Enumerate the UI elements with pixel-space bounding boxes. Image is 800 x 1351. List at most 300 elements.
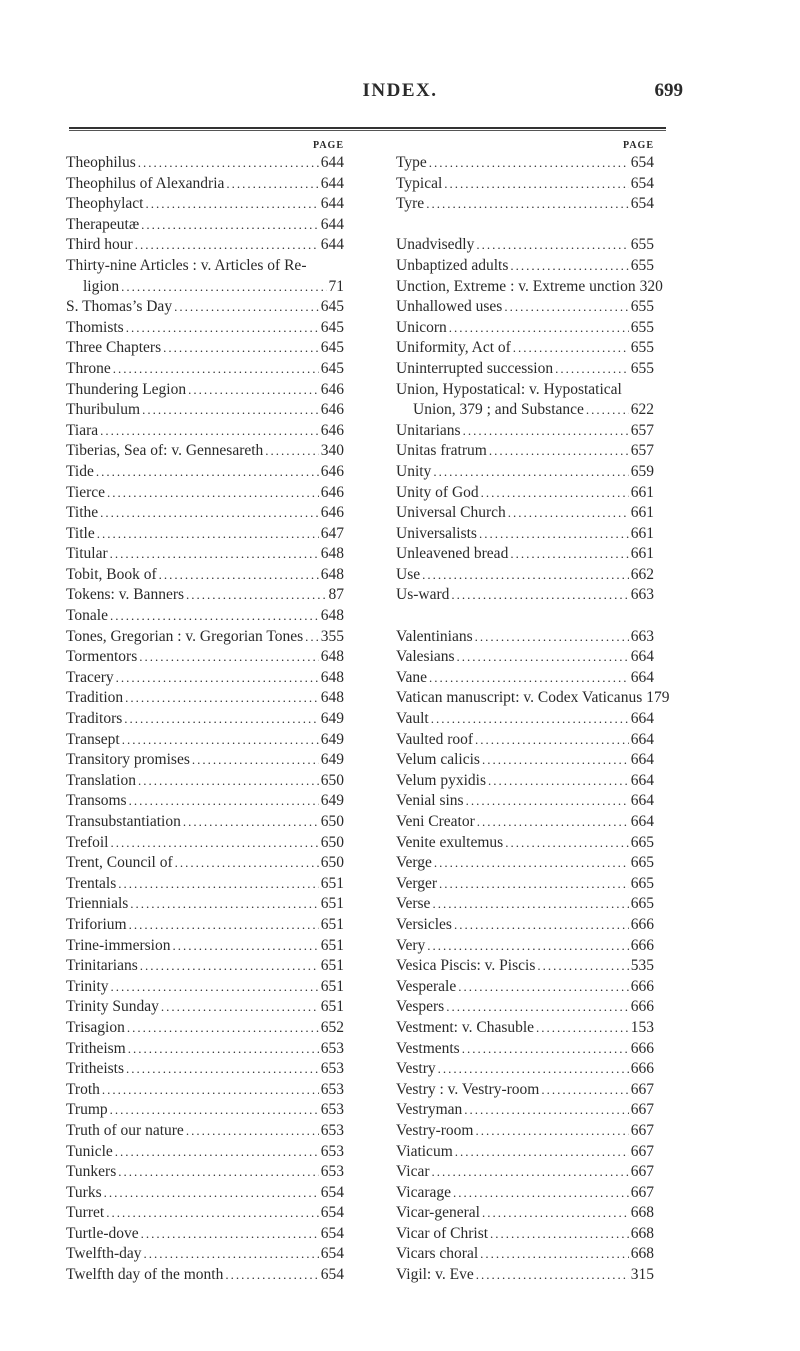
dot-leader (432, 894, 628, 915)
entry-term: Unhallowed uses (396, 298, 503, 316)
index-entry (66, 215, 344, 236)
index-entry (66, 1121, 344, 1142)
index-entry (396, 1203, 654, 1224)
index-entry (66, 936, 344, 957)
dot-leader (431, 709, 629, 730)
dot-leader (186, 585, 326, 606)
index-entry (66, 462, 344, 483)
entry-term: Three Chapters (66, 339, 162, 357)
dot-leader (455, 1142, 629, 1163)
index-entry (66, 1162, 344, 1183)
entry-term: Tracery (66, 668, 114, 686)
entry-page-number: 664 (630, 751, 654, 769)
entry-term: Unction, Extreme : v. Extreme unction (396, 277, 636, 295)
entry-term: S. Thomas’s Day (66, 298, 173, 316)
dot-leader (536, 1018, 629, 1039)
index-entry (66, 421, 344, 442)
entry-page-number: 153 (630, 1018, 654, 1036)
dot-leader (121, 277, 326, 298)
entry-term: Verge (396, 854, 432, 872)
entry-page-number: 653 (320, 1121, 344, 1139)
column-page-label: PAGE (312, 140, 344, 151)
entry-term: Theophilus (66, 154, 136, 171)
entry-term: Veni Creator (396, 813, 475, 830)
index-entry (396, 1142, 654, 1163)
dot-leader (163, 338, 319, 359)
entry-term: Vestry (396, 1060, 436, 1078)
dot-leader (432, 1162, 629, 1183)
index-entry (396, 956, 654, 977)
index-entry (66, 1183, 344, 1204)
entry-page-number: 648 (320, 607, 344, 625)
dot-leader (96, 462, 319, 483)
index-entry (396, 1080, 654, 1101)
entry-term: Thomists (66, 318, 124, 336)
dot-leader (481, 483, 629, 504)
entry-page-number: 622 (630, 401, 654, 419)
index-entry (66, 833, 344, 854)
entry-page-number: 664 (630, 813, 654, 830)
entry-page-number: 657 (630, 442, 654, 460)
entry-term: Vane (396, 668, 427, 686)
entry-page-number: 651 (320, 874, 344, 892)
index-entry (66, 565, 344, 586)
entry-term: Triforium (66, 915, 127, 933)
entry-page-number: 654 (320, 1266, 344, 1284)
index-entry (396, 997, 654, 1018)
dot-leader (439, 874, 629, 895)
index-entry (66, 585, 344, 606)
dot-leader (183, 812, 319, 833)
dot-leader (141, 1224, 319, 1245)
entry-term: Twelfth-day (66, 1245, 142, 1263)
dot-leader (427, 936, 628, 957)
entry-term: Vestry : v. Vestry-room (396, 1080, 540, 1098)
entry-term: Tiberias, Sea of: v. Gennesareth (66, 442, 264, 460)
entry-page-number: 649 (320, 751, 344, 769)
dot-leader (426, 194, 629, 215)
index-entry (66, 297, 344, 318)
entry-page-number: 179 (646, 689, 670, 707)
index-entry (66, 874, 344, 895)
dot-leader (127, 1018, 319, 1039)
entry-page-number: 665 (630, 895, 654, 913)
entry-page-number: 340 (320, 442, 344, 460)
index-entry (66, 256, 344, 277)
dot-leader (451, 585, 628, 606)
entry-page-number: 645 (320, 318, 344, 336)
entry-page-number: 662 (630, 565, 654, 583)
index-entry (66, 1059, 344, 1080)
index-entry (396, 318, 654, 339)
index-entry (66, 1080, 344, 1101)
entry-term: Very (396, 936, 426, 954)
entry-page-number: 315 (630, 1266, 654, 1284)
entry-page-number: 666 (630, 977, 654, 995)
entry-term: Unbaptized adults (396, 256, 509, 274)
dot-leader (125, 688, 319, 709)
dot-leader (464, 1100, 628, 1121)
index-entry (396, 1100, 654, 1121)
entry-page-number: 665 (630, 833, 654, 851)
dot-leader (489, 441, 629, 462)
index-entry (396, 627, 654, 648)
entry-page-number: 655 (630, 318, 654, 336)
dot-leader (129, 791, 319, 812)
entry-term: Triennials (66, 895, 129, 913)
dot-leader (475, 627, 629, 648)
dot-leader (482, 750, 629, 771)
entry-page-number: 648 (320, 565, 344, 583)
entry-page-number: 320 (639, 277, 663, 295)
entry-term: Vicarage (396, 1183, 451, 1201)
index-entry (396, 503, 654, 524)
dot-leader (140, 956, 319, 977)
index-entry (66, 1142, 344, 1163)
entry-page-number: 653 (320, 1060, 344, 1078)
entry-page-number: 651 (320, 936, 344, 954)
entry-term: Theophilus of Alexandria (66, 174, 225, 192)
entry-page-number: 665 (630, 874, 654, 892)
dot-leader (226, 174, 318, 195)
index-entry (396, 524, 654, 545)
dot-leader (462, 1039, 629, 1060)
dot-leader (174, 297, 319, 318)
entry-page-number: 652 (320, 1018, 344, 1036)
entry-page-number: 653 (320, 1039, 344, 1057)
index-entry (396, 668, 654, 689)
dot-leader (188, 380, 319, 401)
entry-term: Turtle-dove (66, 1224, 139, 1242)
entry-page-number: 666 (630, 915, 654, 933)
dot-leader (449, 318, 629, 339)
entry-term: Vesperale (396, 977, 457, 995)
index-entry (396, 1265, 654, 1286)
entry-page-number: 664 (630, 710, 654, 728)
index-entry (66, 730, 344, 751)
entry-page-number: 644 (320, 215, 344, 233)
index-entry (396, 977, 654, 998)
index-entry (396, 256, 654, 277)
entry-term: Troth (66, 1080, 100, 1098)
dot-leader (508, 503, 629, 524)
dot-leader (446, 997, 629, 1018)
entry-term: Versicles (396, 915, 452, 933)
index-entry (66, 153, 344, 174)
entry-page-number: 646 (320, 380, 344, 398)
entry-term: Unitarians (396, 421, 461, 439)
dot-leader (126, 1059, 319, 1080)
entry-term: Tritheists (66, 1060, 125, 1078)
entry-page-number: 647 (320, 524, 344, 542)
entry-page-number: 654 (630, 174, 654, 192)
index-entry (66, 709, 344, 730)
entry-page-number: 649 (320, 730, 344, 748)
dot-leader (186, 1121, 319, 1142)
entry-page-number: 659 (630, 462, 654, 480)
entry-page-number: 650 (320, 833, 344, 851)
entry-term: Viaticum (396, 1142, 453, 1160)
entry-page-number: 646 (320, 421, 344, 439)
dot-leader (100, 503, 319, 524)
entry-page-number: 645 (320, 298, 344, 316)
dot-leader (475, 730, 629, 751)
dot-leader (453, 1183, 629, 1204)
page-number: 699 (654, 80, 683, 101)
index-entry (396, 730, 654, 751)
entry-term: Unitas fratrum (396, 442, 487, 460)
dot-leader (145, 194, 318, 215)
dot-leader (305, 627, 319, 648)
dot-leader (458, 977, 629, 998)
dot-leader (225, 1265, 318, 1286)
index-entry (396, 936, 654, 957)
entry-page-number: 651 (320, 957, 344, 975)
index-entry (396, 153, 654, 174)
index-entry (396, 1121, 654, 1142)
entry-term: ligion (83, 277, 120, 295)
dot-leader (110, 606, 319, 627)
entry-page-number: 644 (320, 174, 344, 192)
index-entry (66, 1100, 344, 1121)
entry-term: Tradition (66, 689, 124, 707)
index-column-right (396, 139, 670, 1286)
index-entry (66, 668, 344, 689)
index-entry (66, 235, 344, 256)
entry-term: Twelfth day of the month (66, 1266, 224, 1284)
entry-term: Trisagion (66, 1018, 125, 1036)
entry-term: Universal Church (396, 504, 506, 522)
entry-page-number: 654 (320, 1204, 344, 1222)
dot-leader (142, 400, 319, 421)
index-entry (396, 338, 654, 359)
index-entry (66, 627, 344, 648)
entry-term: Universalists (396, 524, 477, 542)
entry-term: Valesians (396, 648, 455, 666)
index-entry (396, 1059, 654, 1080)
entry-page-number: 648 (320, 648, 344, 666)
index-entry (66, 1039, 344, 1060)
dot-leader (118, 874, 319, 895)
index-entry (396, 1183, 654, 1204)
entry-term: Velum pyxidis (396, 771, 486, 789)
dot-leader (100, 421, 319, 442)
letter-group-gap (396, 215, 654, 236)
index-entry (66, 771, 344, 792)
index-entry (396, 1244, 654, 1265)
entry-page-number: 653 (320, 1101, 344, 1119)
index-entry (396, 1162, 654, 1183)
entry-term: Uninterrupted succession (396, 359, 554, 377)
entry-term: Tobit, Book of (66, 565, 157, 583)
index-entry (66, 544, 344, 565)
entry-page-number: 651 (320, 915, 344, 933)
entry-term: Unity of God (396, 483, 479, 501)
index-entry (396, 483, 654, 504)
index-entry (66, 894, 344, 915)
entry-term: Venite exultemus (396, 833, 504, 851)
dot-leader (107, 483, 319, 504)
dot-leader (463, 421, 629, 442)
entry-page-number: 663 (630, 627, 654, 645)
entry-page-number: 650 (320, 813, 344, 830)
entry-term: Trefoil (66, 833, 109, 851)
index-entry (396, 1039, 654, 1060)
entry-term: Vicars choral (396, 1245, 479, 1263)
index-entry (396, 400, 654, 421)
entry-page-number: 651 (320, 977, 344, 995)
index-entry (396, 194, 654, 215)
entry-term: Traditors (66, 710, 123, 728)
entry-term: Tokens: v. Banners (66, 586, 185, 604)
index-entry (396, 441, 654, 462)
dot-leader (106, 1203, 319, 1224)
entry-term: Vicar-general (396, 1204, 480, 1222)
index-entry (66, 791, 344, 812)
dot-leader (115, 1142, 319, 1163)
entry-page-number: 664 (630, 730, 654, 748)
entry-list (396, 153, 670, 1286)
entry-term: Transitory promises (66, 751, 190, 769)
dot-leader (126, 318, 319, 339)
entry-page-number: 535 (630, 957, 654, 975)
index-entry (396, 812, 654, 833)
entry-term: Tunicle (66, 1142, 113, 1160)
dot-leader (144, 1244, 319, 1265)
index-entry (396, 688, 670, 709)
entry-page-number: 651 (320, 895, 344, 913)
entry-page-number: 654 (630, 154, 654, 171)
index-entry (396, 1224, 654, 1245)
entry-term: Verger (396, 874, 438, 892)
dot-leader (457, 647, 629, 668)
index-entry (396, 894, 654, 915)
entry-term: Throne (66, 359, 111, 377)
index-entry (396, 421, 654, 442)
entry-page-number: 661 (630, 483, 654, 501)
dot-leader (490, 1224, 629, 1245)
index-entry (66, 441, 344, 462)
entry-term: Turks (66, 1183, 102, 1201)
entry-term: Third hour (66, 236, 133, 254)
index-entry (66, 688, 344, 709)
entry-page-number: 668 (630, 1224, 654, 1242)
entry-page-number: 667 (630, 1142, 654, 1160)
index-entry (66, 997, 344, 1018)
letter-group-gap (396, 606, 654, 627)
dot-leader (513, 338, 629, 359)
index-entry (66, 400, 344, 421)
entry-page-number: 655 (630, 298, 654, 316)
entry-term: Trentals (66, 874, 117, 892)
entry-page-number: 87 (328, 586, 344, 604)
dot-leader (434, 853, 629, 874)
header-rule (69, 127, 666, 131)
dot-leader (161, 997, 319, 1018)
entry-page-number: 645 (320, 359, 344, 377)
entry-page-number: 661 (630, 545, 654, 563)
entry-term: Tithe (66, 504, 99, 522)
entry-page-number: 666 (630, 936, 654, 954)
index-column-left (66, 139, 344, 1286)
dot-leader (429, 668, 629, 689)
entry-term: Vestment: v. Chasuble (396, 1018, 535, 1036)
entry-page-number: 654 (630, 195, 654, 213)
dot-leader (110, 1100, 319, 1121)
dot-leader (265, 441, 318, 462)
index-entry (66, 174, 344, 195)
entry-term: Vatican manuscript: v. Codex Vaticanus (396, 689, 643, 707)
index-entry (66, 1244, 344, 1265)
entry-term: Union, 379 ; and Substance (413, 401, 584, 419)
entry-page-number: 667 (630, 1080, 654, 1098)
dot-leader (479, 524, 629, 545)
entry-term: Transept (66, 730, 120, 748)
dot-leader (130, 894, 318, 915)
entry-term: Vestry-room (396, 1121, 474, 1139)
index-entry (66, 277, 344, 298)
index-entry (396, 462, 654, 483)
dot-leader (175, 853, 319, 874)
entry-page-number: 653 (320, 1163, 344, 1181)
entry-page-number: 653 (320, 1080, 344, 1098)
entry-term: Valentinians (396, 627, 473, 645)
index-entry (66, 915, 344, 936)
dot-leader (116, 668, 319, 689)
index-entry (396, 709, 654, 730)
entry-term: Trinity Sunday (66, 998, 159, 1016)
entry-term: Translation (66, 771, 137, 789)
dot-leader (482, 1203, 629, 1224)
index-entry (396, 544, 654, 565)
dot-leader (505, 833, 629, 854)
entry-term: Tritheism (66, 1039, 126, 1057)
index-entry (396, 853, 654, 874)
entry-term: Vicar (396, 1163, 430, 1181)
index-entry (66, 977, 344, 998)
entry-term: Typical (396, 174, 443, 192)
dot-leader (113, 359, 319, 380)
dot-leader (476, 1265, 629, 1286)
index-entry (66, 1203, 344, 1224)
entry-page-number: 648 (320, 668, 344, 686)
dot-leader (111, 833, 319, 854)
entry-term: Thirty-nine Articles : v. Articles of Re- (66, 256, 307, 274)
entry-term: Therapeutæ (66, 215, 140, 233)
entry-term: Trent, Council of (66, 854, 173, 872)
entry-page-number: 355 (320, 627, 344, 645)
entry-page-number: 655 (630, 256, 654, 274)
dot-leader (192, 750, 319, 771)
dot-leader (129, 915, 319, 936)
dot-leader (110, 544, 319, 565)
entry-page-number: 649 (320, 710, 344, 728)
entry-term: Tormentors (66, 648, 138, 666)
dot-leader (138, 153, 319, 174)
index-entry (66, 647, 344, 668)
dot-leader (488, 771, 629, 792)
index-entry (396, 297, 654, 318)
dot-leader (504, 297, 628, 318)
entry-term: Trinity (66, 977, 109, 995)
entry-term: Vestments (396, 1039, 460, 1057)
dot-leader (476, 1121, 629, 1142)
index-entry (396, 1018, 654, 1039)
dot-leader (172, 936, 318, 957)
index-entry (66, 503, 344, 524)
index-entry (66, 194, 344, 215)
index-entry (66, 359, 344, 380)
